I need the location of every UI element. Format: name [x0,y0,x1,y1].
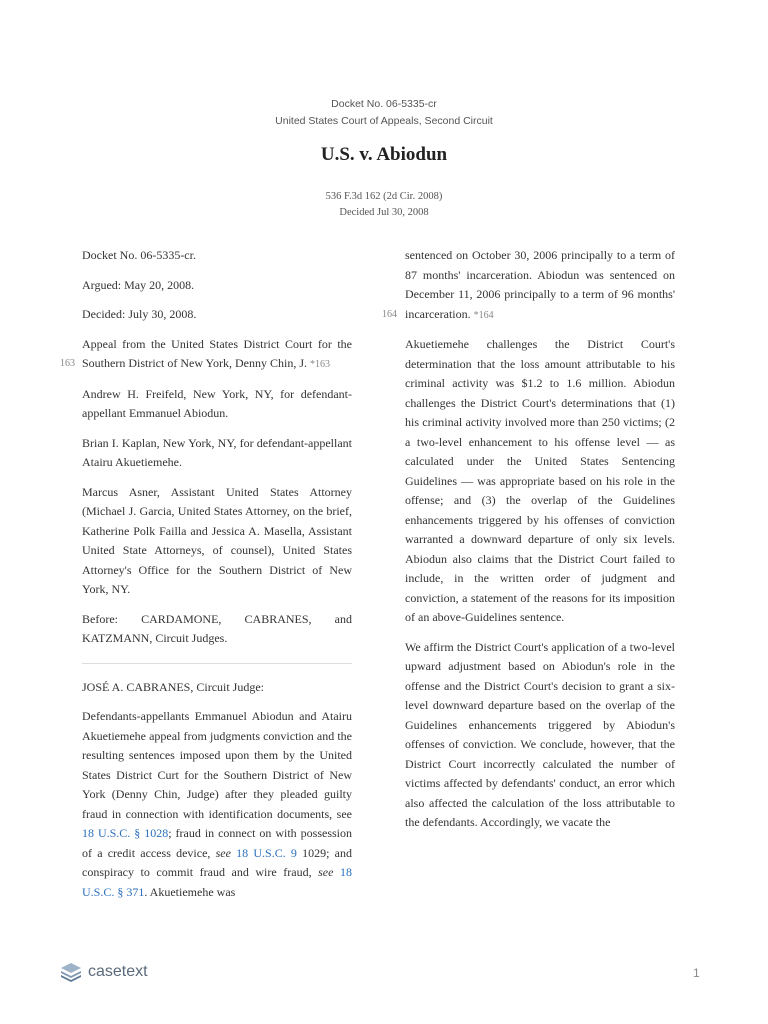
section-divider [82,663,352,664]
counsel-abiodun: Andrew H. Freifeld, New York, NY, for defendant-appellant Emmanuel Abiodun. [82,386,352,420]
counsel-government: Marcus Asner, Assistant United States Attorney (Michael J. Garcia, United States Attorney, on the brief, Katherine Polk Failla and Jessica A. Masella, Assistant United State Attorneys, of counsel), United States Attorney's Office for the Southern District of New York, NY. [82,484,352,596]
signal-see: see [318,865,334,879]
page-number: 1 [693,966,700,980]
header-court: United States Court of Appeals, Second Circuit [275,115,493,127]
statute-link-1028[interactable]: 18 U.S.C. § 1028 [82,826,169,840]
page-pin-164[interactable]: *164 [473,309,494,321]
decided-line: Decided: July 30, 2008. [82,307,197,321]
statute-link-1029[interactable]: 18 U.S.C. 9 [236,845,297,860]
reporter-citation: 536 F.3d 162 (2d Cir. 2008) [325,191,443,202]
page-margin-163: 163 [60,358,75,369]
holding-paragraph: We affirm the District Court's application of a two-level upward adjustment based on Abiodun's role in the offense and the District Court's decision to grant a six-level downward departure based on the overlap of the Guidelines enhancements triggered by Abiodun's offenses of conviction. We conclude, however, that the District Court incorrectly calculated the number of victims affected by defendants' conduct, an error which also affected the calculation of the loss attributable to the defendants. Accordingly, we vacate the [405,639,675,829]
signal-see: see [215,845,231,860]
document-header [0,96,768,130]
opinion-paragraph-1 [82,707,352,902]
header-docket: Docket No. 06-5335-cr [331,98,437,110]
casetext-brand: casetext [88,963,148,980]
docket-line: Docket No. 06-5335-cr. [82,248,196,262]
right-column [382,246,675,843]
appeal-text: Appeal from the United States District Court for the Southern District of New York, Denny Chin, J. [82,336,352,370]
opinion-text: . Akuetiemehe was [144,884,236,899]
appeal-paragraph [60,335,352,375]
decided-date: Decided Jul 30, 2008 [339,207,429,218]
page-margin-164: 164 [382,308,397,320]
challenges-paragraph: Akuetiemehe challenges the District Court's determination that the loss amount attributable to his criminal activity was $1.2 to 1.6 million. Abiodun challenges the District Court's determinations that (1) his criminal activity involved more than 250 victims; (2 a two-level enhancement to his offense level — as calculated under the United States Sentencing Guidelines — was appropriate based on his role in the offense; and (3) the overlap of the Guidelines enhancements triggered by his offenses of conviction warranted a downward departure of only six levels. Abiodun also claims that the District Court failed to include, in the written order of judgment and conviction, a statement of the reasons for its imposition of an above-Guidelines sentence. [405,337,675,624]
authoring-judge: JOSÉ A. CABRANES, Circuit Judge: [82,679,265,694]
opinion-text: ; fraud in connect on with possession of a credit access device, [82,826,352,860]
casetext-logo[interactable] [60,962,148,982]
counsel-akuetiemehe: Brian I. Kaplan, New York, NY, for defendant-appellant Atairu Akuetiemehe. [82,435,352,469]
sentencing-paragraph [382,246,675,325]
panel-judges: Before: CARDAMONE, CABRANES, and KATZMANN, Circuit Judges. [82,611,352,645]
opinion-text: Defendants-appellants Emmanuel Abiodun and Atairu Akuetiemehe appeal from judgments conviction and the resulting sentences imposed upon them by the United States District Curt for the Southern District of New York (Denny Chin, Judge) after they pleaded guilty fraud in connection with identification documents, see [82,709,352,821]
casetext-logo-icon [60,962,82,982]
argued-line: Argued: May 20, 2008. [82,277,195,292]
sentencing-text: sentenced on October 30, 2006 principally to a term of 87 months' incarceration. Abiodun was sentenced on December 11, 2006 principally to a term of 96 months' incarceration. [405,248,675,321]
left-column [60,246,353,912]
statute-link-371[interactable]: 18 U.S.C. § 371 [82,865,353,899]
citation-block [0,189,768,221]
case-title: U.S. v. Abiodun [320,144,448,165]
opinion-text: 1029; and conspiracy to commit fraud and wire fraud, [82,845,353,879]
page-pin-163[interactable]: *163 [310,359,330,370]
